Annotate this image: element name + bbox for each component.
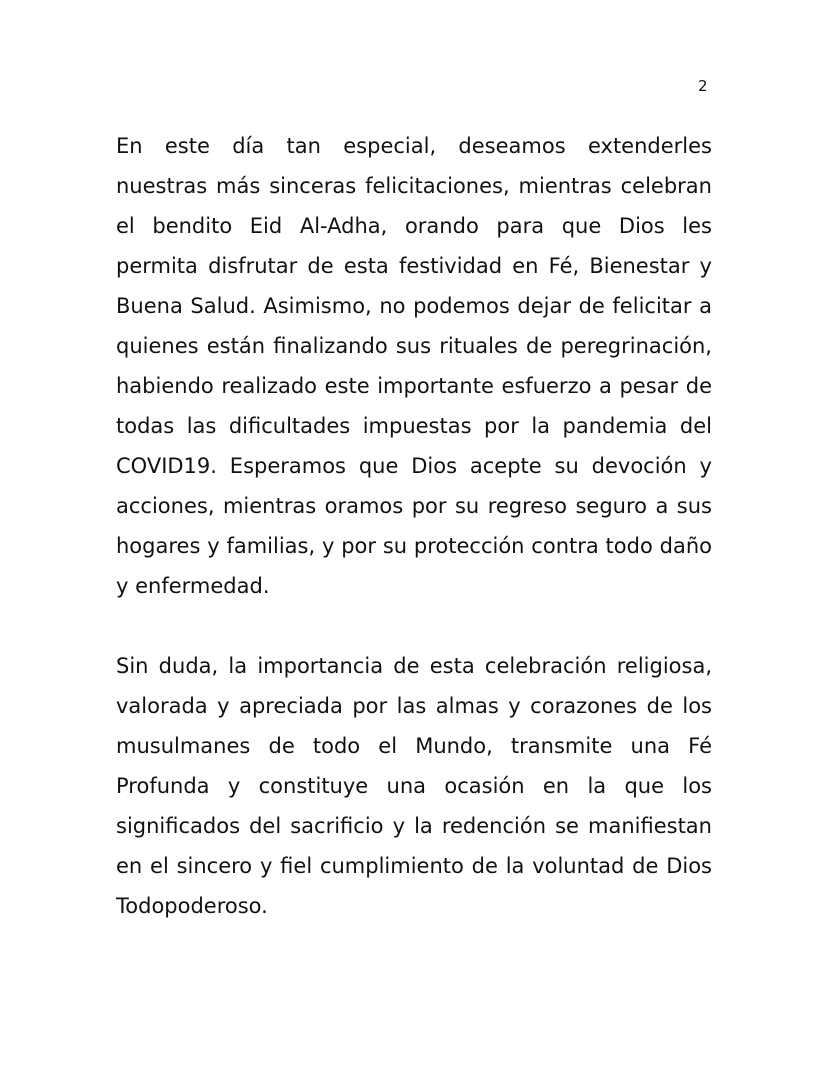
- page-number: 2: [698, 77, 708, 95]
- paragraph-2: Sin duda, la importancia de esta celebración religiosa, valorada y apreciada por las almas y corazones de los musulmanes de todo el Mundo, transmite una Fé Profunda y constituye una ocasión en la que los significados del sacrificio y la redención se manifiestan en el sincero y fiel cumplimiento de la voluntad de Dios Todopoderoso.: [116, 654, 712, 918]
- paragraph-1: En este día tan especial, deseamos extenderles nuestras más sinceras felicitaciones, mientras celebran el bendito Eid Al-Adha, orando para que Dios les permita disfrutar de esta festividad en Fé, Bienestar y Buena Salud. Asimismo, no podemos dejar de felicitar a quienes están finalizando sus rituales de peregrinación, habiendo realizado este importante esfuerzo a pesar de todas las dificultades impuestas por la pandemia del COVID19. Esperamos que Dios acepte su devoción y acciones, mientras oramos por su regreso seguro a sus hogares y familias, y por su protección contra todo daño y enfermedad.: [116, 134, 712, 598]
